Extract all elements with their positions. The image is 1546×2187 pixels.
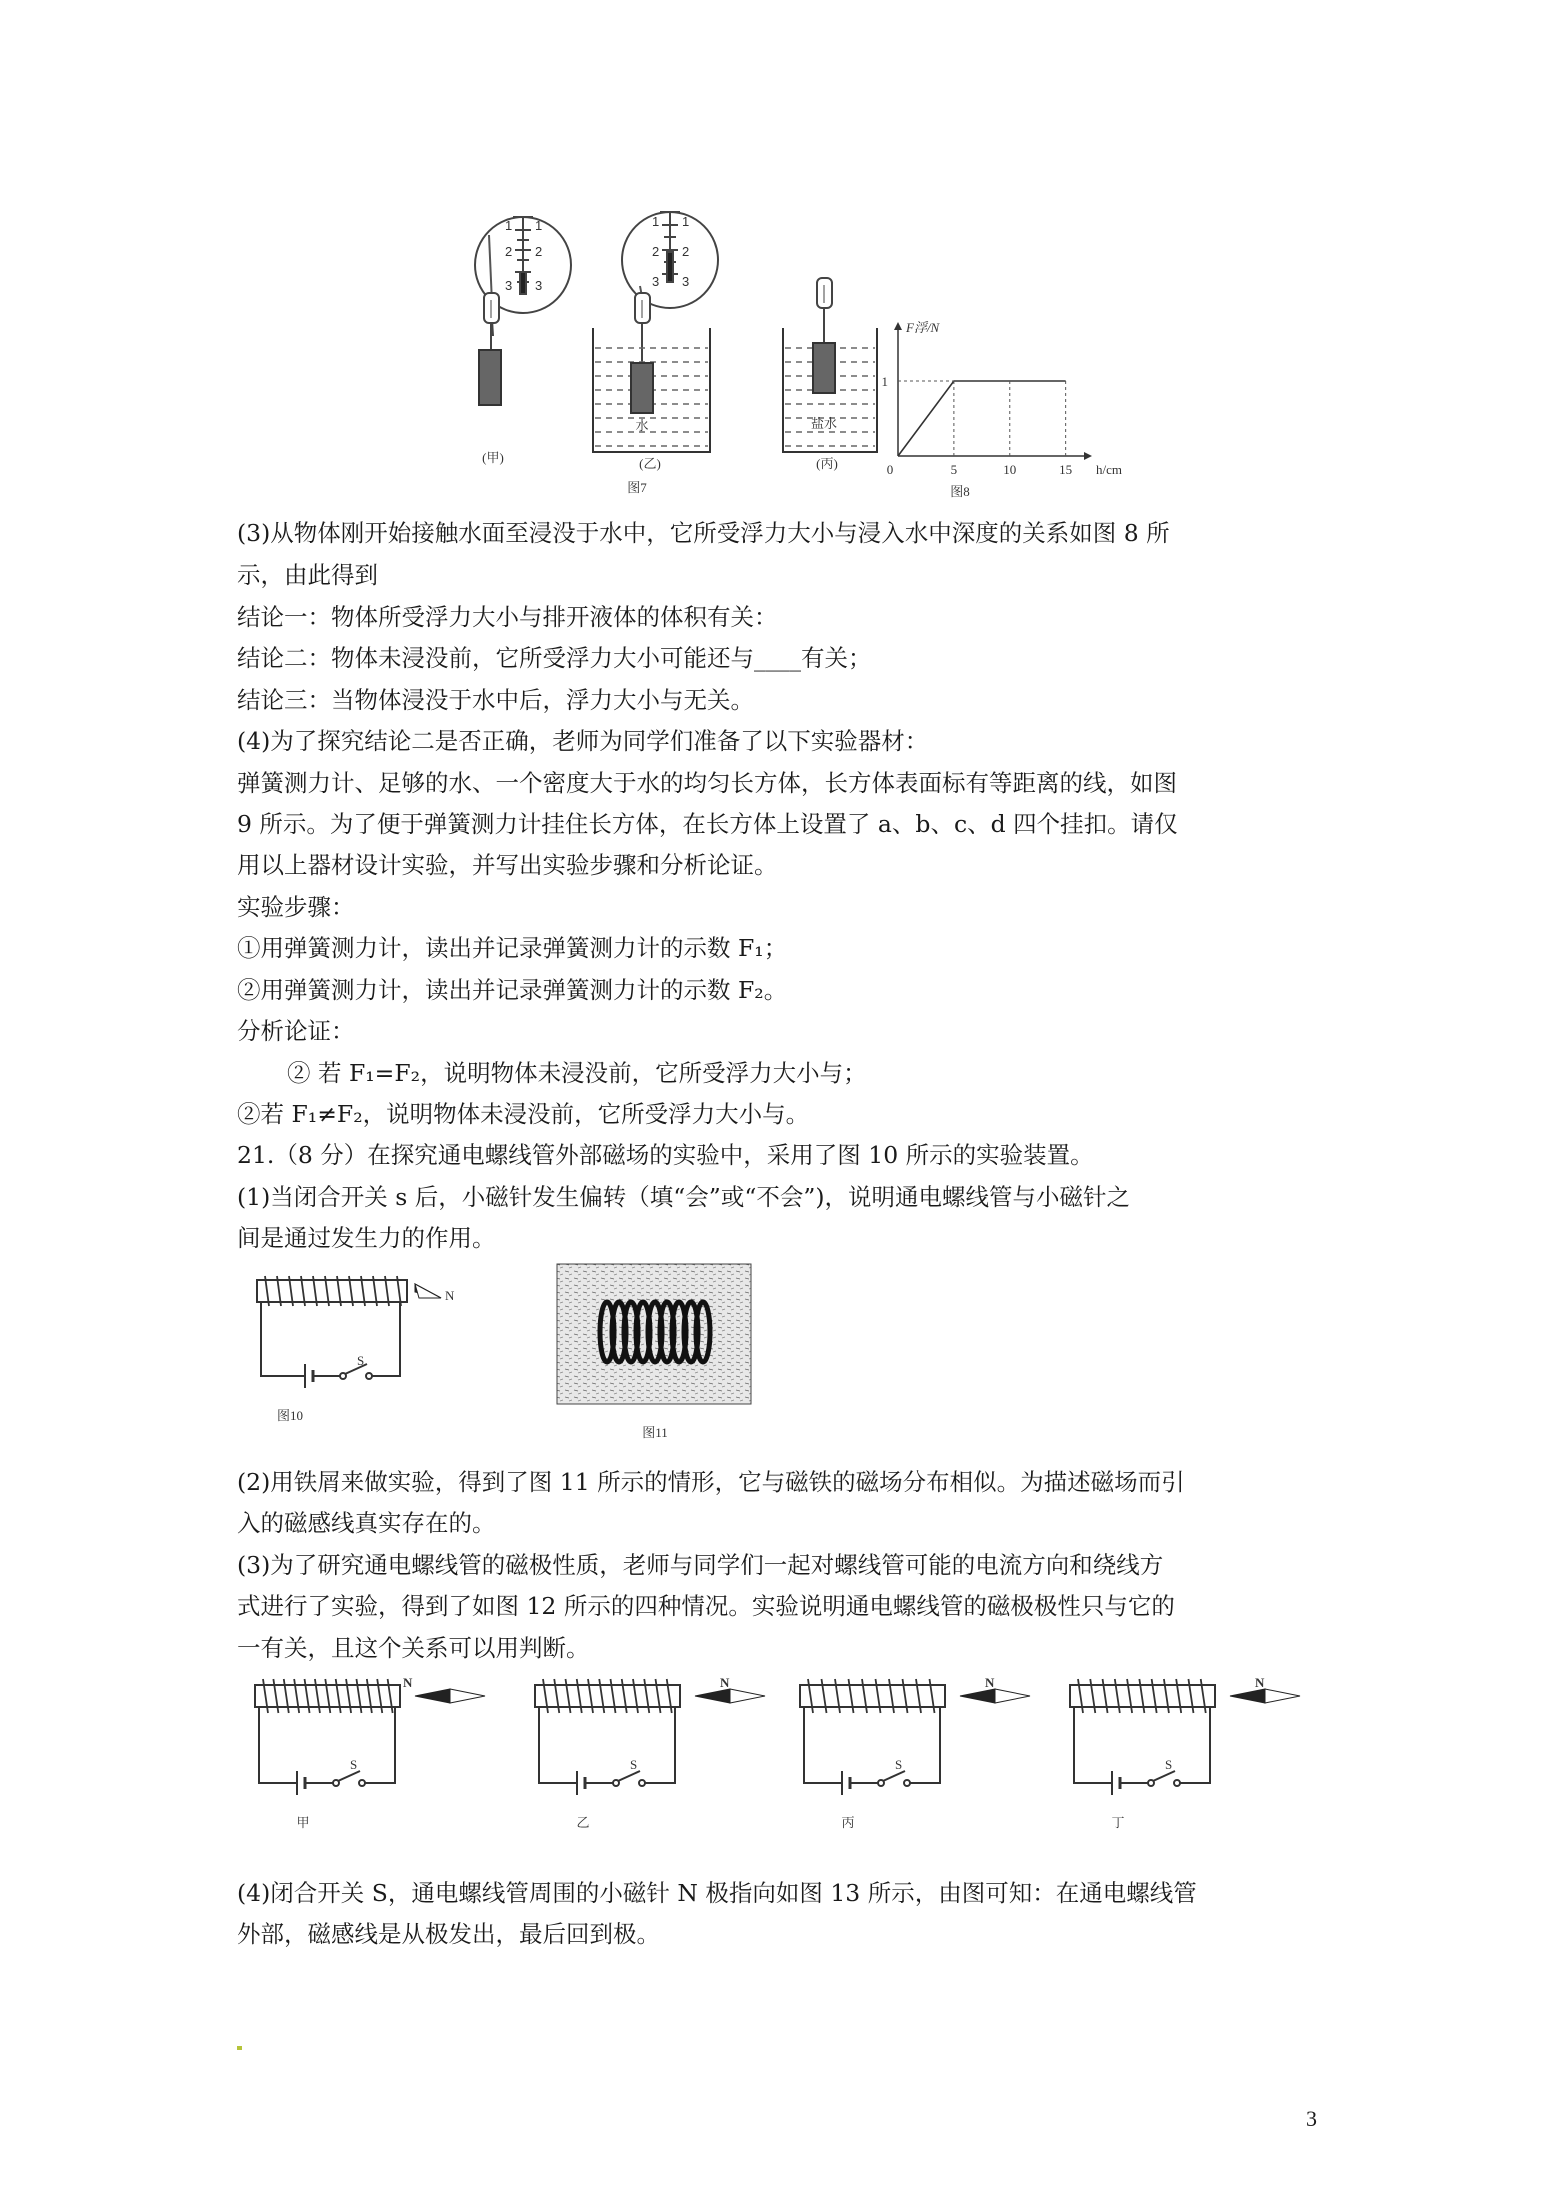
compass-needle [695, 1689, 730, 1703]
y-axis-arrow [894, 322, 902, 330]
scale-tick-2a: 2 [505, 244, 513, 259]
scale-tick-3a: 3 [505, 278, 513, 293]
text-line-21: (3)为了研究通电螺线管的磁极性质，老师与同学们一起对螺线管可能的电流方向和绕线方 [237, 1551, 1164, 1579]
needle-n-label: N [1255, 1675, 1265, 1690]
fig12-circuit-2 [800, 1675, 1030, 1830]
y-tick-label-1: 1 [881, 374, 888, 389]
page-number: 3 [1306, 2106, 1317, 2131]
text-line-23: 一有关，且这个关系可以用判断。 [237, 1634, 590, 1662]
figure-12 [245, 1665, 1325, 1840]
fig8-caption: 图8 [950, 484, 970, 499]
fig12-label-1: 乙 [576, 1815, 590, 1830]
fig10-caption: 图10 [277, 1408, 304, 1423]
switch-contact [1174, 1780, 1180, 1786]
fig11-caption: 图11 [642, 1425, 668, 1440]
fig12-label-0: 甲 [296, 1815, 310, 1830]
fig10-switch-s: S [357, 1353, 365, 1368]
text-line-19: (2)用铁屑来做实验，得到了图 11 所示的情形，它与磁铁的磁场分布相似。为描述磁场而引 [237, 1468, 1185, 1496]
text-line-14: ② 若 F₁=F₂，说明物体未浸没前，它所受浮力大小与； [287, 1059, 867, 1087]
text-line-13: 分析论证： [237, 1017, 355, 1045]
switch-s-label: S [350, 1757, 358, 1772]
switch-lever [1153, 1771, 1175, 1781]
solenoid [800, 1685, 945, 1707]
scale-tick-2b: 2 [535, 244, 543, 259]
text-line-5: 结论三：当物体浸没于水中后，浮力大小与无关。 [237, 686, 754, 714]
y-axis-label: F浮/N [906, 320, 940, 335]
wire-left [539, 1707, 577, 1783]
text-line-8: 9 所示。为了便于弹簧测力计挂住长方体，在长方体上设置了 a、b、c、d 四个挂扣。请仅 [237, 810, 1178, 838]
wire-right [365, 1707, 395, 1783]
switch-s-label: S [1165, 1757, 1173, 1772]
scale-tick-1c: 1 [652, 214, 660, 229]
fig12-label-3: 丁 [1111, 1815, 1125, 1830]
switch-contact [359, 1780, 365, 1786]
compass-needle-tail [450, 1689, 485, 1703]
text-line-17: (1)当闭合开关 s 后，小磁针发生偏转（填“会”或“不会”)，说明通电螺线管与小磁针之 [237, 1183, 1131, 1211]
switch-lever [618, 1771, 640, 1781]
salt-water-label: 盐水 [810, 416, 838, 431]
fig7-label-jia: (甲) [482, 450, 504, 465]
needle-n-label: N [403, 1675, 413, 1690]
water-label: 水 [635, 418, 649, 433]
switch-contact [904, 1780, 910, 1786]
fig12-circuit-0 [255, 1675, 485, 1830]
scale-tick-2c: 2 [652, 244, 660, 259]
fig7-caption: 图7 [627, 480, 647, 495]
wire-left [1074, 1707, 1112, 1783]
compass-needle-tail [730, 1689, 765, 1703]
compass-needle-tail [995, 1689, 1030, 1703]
text-line-4: 结论二：物体未浸没前，它所受浮力大小可能还与____有关； [237, 644, 872, 672]
compass-needle [960, 1689, 995, 1703]
fig12-label-2: 丙 [841, 1815, 855, 1830]
figure-7 [465, 200, 885, 505]
switch-contact [639, 1780, 645, 1786]
compass-needle-tail [1265, 1689, 1300, 1703]
compass-needle [1230, 1689, 1265, 1703]
x-tick-label-0: 0 [886, 462, 894, 477]
fig10-needle-n: N [445, 1288, 455, 1303]
scale-tick-3d: 3 [682, 274, 690, 289]
text-line-3: 结论一：物体所受浮力大小与排开液体的体积有关： [237, 603, 778, 631]
text-line-25: 外部，磁感线是从极发出，最后回到极。 [237, 1920, 660, 1948]
text-line-12: ②用弹簧测力计，读出并记录弹簧测力计的示数 F₂。 [237, 976, 788, 1004]
text-line-22: 式进行了实验，得到了如图 12 所示的四种情况。实验说明通电螺线管的磁极极性只与它的 [237, 1592, 1175, 1620]
switch-s-label: S [895, 1757, 903, 1772]
needle-n-label: N [985, 1675, 995, 1690]
text-line-11: ①用弹簧测力计，读出并记录弹簧测力计的示数 F₁； [237, 934, 788, 962]
text-line-7: 弹簧测力计、足够的水、一个密度大于水的均匀长方体，长方体表面标有等距离的线，如图 [237, 769, 1177, 797]
fig7-label-yi: (乙) [639, 456, 661, 471]
compass-needle [415, 1689, 450, 1703]
text-line-15: ②若 F₁≠F₂，说明物体未浸没前，它所受浮力大小与。 [237, 1100, 810, 1128]
wire-left [259, 1707, 297, 1783]
figure-8-chart [860, 300, 1122, 500]
scale-tick-1d: 1 [682, 214, 690, 229]
switch-s-label: S [630, 1757, 638, 1772]
x-axis-arrow [1084, 452, 1092, 460]
scale-tick-3b: 3 [535, 278, 543, 293]
wire-left [804, 1707, 842, 1783]
x-tick-label-10: 10 [1003, 462, 1017, 477]
figure-10 [245, 1270, 475, 1435]
needle-n-label: N [720, 1675, 730, 1690]
wire-right [1180, 1707, 1210, 1783]
wire-right [910, 1707, 940, 1783]
text-line-9: 用以上器材设计实验，并写出实验步骤和分析论证。 [237, 851, 778, 879]
x-tick-label-5: 5 [950, 462, 958, 477]
text-line-10: 实验步骤： [237, 893, 355, 921]
fig7-label-bing: (丙) [816, 456, 838, 471]
text-line-18: 间是通过发生力的作用。 [237, 1224, 496, 1252]
series-line [898, 381, 1066, 456]
text-line-16: 21.（8 分）在探究通电螺线管外部磁场的实验中，采用了图 10 所示的实验装置。 [237, 1141, 1094, 1169]
x-tick-label-15: 15 [1059, 462, 1073, 477]
scale-tick-2d: 2 [682, 244, 690, 259]
scale-tick-1b: 1 [535, 218, 543, 233]
text-line-6: (4)为了探究结论二是否正确，老师为同学们准备了以下实验器材： [237, 727, 929, 755]
text-line-20: 入的磁感线真实存在的。 [237, 1509, 496, 1537]
fig12-circuit-3 [1070, 1675, 1300, 1830]
text-line-2: 示，由此得到 [237, 561, 378, 589]
switch-lever [883, 1771, 905, 1781]
margin-mark [237, 2046, 242, 2050]
text-line-1: (3)从物体刚开始接触水面至浸没于水中，它所受浮力大小与浸入水中深度的关系如图 8 所 [237, 519, 1170, 547]
wire-right [645, 1707, 675, 1783]
scale-tick-3c: 3 [652, 274, 660, 289]
figure-11 [555, 1262, 755, 1447]
text-line-24: (4)闭合开关 S，通电螺线管周围的小磁针 N 极指向如图 13 所示，由图可知：在通电螺线管 [237, 1879, 1197, 1907]
scale-tick-1a: 1 [505, 218, 513, 233]
x-axis-label: h/cm [1096, 462, 1122, 477]
fig12-circuit-1 [535, 1675, 765, 1830]
switch-lever [338, 1771, 360, 1781]
